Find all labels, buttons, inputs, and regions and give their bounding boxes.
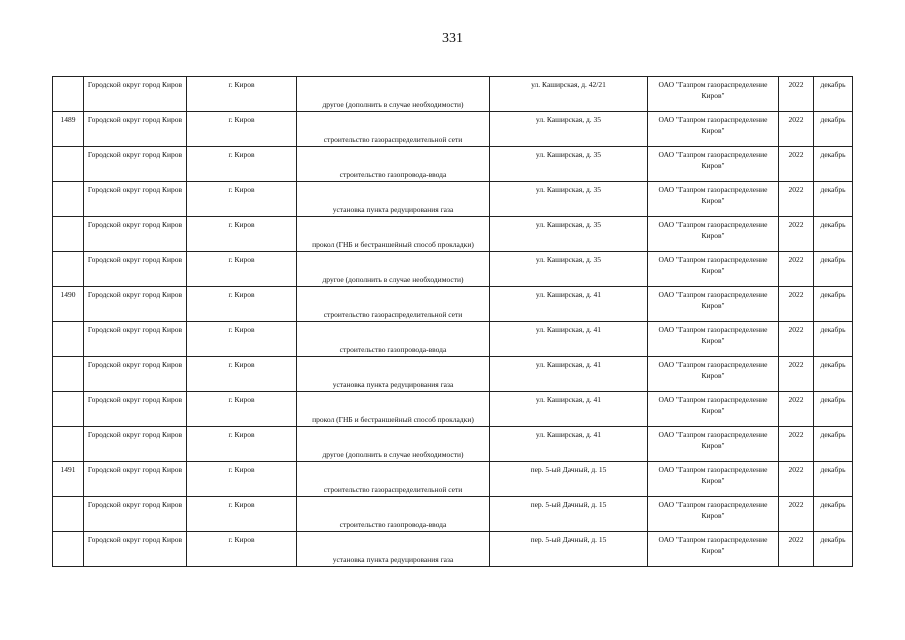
municipality-cell: Городской округ город Киров [84,217,187,252]
year-cell: 2022 [779,497,814,532]
municipality-cell: Городской округ город Киров [84,357,187,392]
city-cell: г. Киров [187,147,297,182]
address-cell: пер. 5-ый Дачный, д. 15 [490,497,648,532]
work-type-cell: строительство газораспределительной сети [297,462,490,497]
municipality-cell: Городской округ город Киров [84,287,187,322]
year-cell: 2022 [779,77,814,112]
municipality-cell: Городской округ город Киров [84,252,187,287]
page-number: 331 [442,31,463,46]
work-type-cell: другое (дополнить в случае необходимости) [297,252,490,287]
row-number-cell: 1489 [53,112,84,147]
work-type-cell: прокол (ГНБ и бестраншейный способ прокладки) [297,392,490,427]
work-type-cell: установка пункта редуцирования газа [297,182,490,217]
city-cell: г. Киров [187,392,297,427]
organization-cell: ОАО "Газпром газораспределение Киров" [648,532,779,567]
table-row [53,147,853,182]
work-type-cell: прокол (ГНБ и бестраншейный способ прокладки) [297,217,490,252]
municipality-cell: Городской округ город Киров [84,392,187,427]
address-cell: ул. Каширская, д. 42/21 [490,77,648,112]
year-cell: 2022 [779,322,814,357]
month-cell: декабрь [814,497,853,532]
address-cell: ул. Каширская, д. 41 [490,357,648,392]
address-cell: ул. Каширская, д. 41 [490,392,648,427]
municipality-cell: Городской округ город Киров [84,497,187,532]
work-type-cell: другое (дополнить в случае необходимости) [297,427,490,462]
gasification-table [52,76,853,567]
municipality-cell: Городской округ город Киров [84,427,187,462]
table-row [53,497,853,532]
year-cell: 2022 [779,532,814,567]
month-cell: декабрь [814,462,853,497]
city-cell: г. Киров [187,112,297,147]
month-cell: декабрь [814,427,853,462]
organization-cell: ОАО "Газпром газораспределение Киров" [648,462,779,497]
address-cell: ул. Каширская, д. 41 [490,287,648,322]
city-cell: г. Киров [187,182,297,217]
year-cell: 2022 [779,357,814,392]
month-cell: декабрь [814,357,853,392]
table-row [53,532,853,567]
organization-cell: ОАО "Газпром газораспределение Киров" [648,77,779,112]
month-cell: декабрь [814,392,853,427]
month-cell: декабрь [814,112,853,147]
municipality-cell: Городской округ город Киров [84,462,187,497]
organization-cell: ОАО "Газпром газораспределение Киров" [648,427,779,462]
table-row [53,322,853,357]
work-type-cell: строительство газопровода-ввода [297,322,490,357]
table-row [53,182,853,217]
work-type-cell: установка пункта редуцирования газа [297,357,490,392]
year-cell: 2022 [779,392,814,427]
row-number-cell [53,357,84,392]
address-cell: ул. Каширская, д. 35 [490,112,648,147]
organization-cell: ОАО "Газпром газораспределение Киров" [648,147,779,182]
work-type-cell: установка пункта редуцирования газа [297,532,490,567]
table-row [53,392,853,427]
city-cell: г. Киров [187,497,297,532]
organization-cell: ОАО "Газпром газораспределение Киров" [648,182,779,217]
city-cell: г. Киров [187,217,297,252]
city-cell: г. Киров [187,287,297,322]
work-type-cell: строительство газораспределительной сети [297,112,490,147]
table-row [53,462,853,497]
organization-cell: ОАО "Газпром газораспределение Киров" [648,392,779,427]
table-body [53,77,853,567]
city-cell: г. Киров [187,252,297,287]
year-cell: 2022 [779,182,814,217]
organization-cell: ОАО "Газпром газораспределение Киров" [648,252,779,287]
city-cell: г. Киров [187,322,297,357]
table-row [53,357,853,392]
row-number-cell [53,77,84,112]
row-number-cell [53,182,84,217]
city-cell: г. Киров [187,427,297,462]
row-number-cell [53,322,84,357]
organization-cell: ОАО "Газпром газораспределение Киров" [648,322,779,357]
organization-cell: ОАО "Газпром газораспределение Киров" [648,287,779,322]
row-number-cell [53,147,84,182]
row-number-cell [53,497,84,532]
month-cell: декабрь [814,77,853,112]
work-type-cell: строительство газораспределительной сети [297,287,490,322]
city-cell: г. Киров [187,462,297,497]
address-cell: ул. Каширская, д. 35 [490,252,648,287]
work-type-cell: строительство газопровода-ввода [297,147,490,182]
month-cell: декабрь [814,182,853,217]
year-cell: 2022 [779,217,814,252]
address-cell: ул. Каширская, д. 41 [490,427,648,462]
year-cell: 2022 [779,462,814,497]
year-cell: 2022 [779,112,814,147]
city-cell: г. Киров [187,77,297,112]
month-cell: декабрь [814,147,853,182]
organization-cell: ОАО "Газпром газораспределение Киров" [648,357,779,392]
organization-cell: ОАО "Газпром газораспределение Киров" [648,112,779,147]
year-cell: 2022 [779,147,814,182]
work-type-cell: строительство газопровода-ввода [297,497,490,532]
table-row [53,287,853,322]
organization-cell: ОАО "Газпром газораспределение Киров" [648,497,779,532]
row-number-cell: 1491 [53,462,84,497]
address-cell: пер. 5-ый Дачный, д. 15 [490,532,648,567]
city-cell: г. Киров [187,357,297,392]
municipality-cell: Городской округ город Киров [84,182,187,217]
address-cell: ул. Каширская, д. 35 [490,182,648,217]
address-cell: ул. Каширская, д. 41 [490,322,648,357]
year-cell: 2022 [779,427,814,462]
city-cell: г. Киров [187,532,297,567]
municipality-cell: Городской округ город Киров [84,112,187,147]
month-cell: декабрь [814,322,853,357]
table-row [53,77,853,112]
row-number-cell [53,217,84,252]
organization-cell: ОАО "Газпром газораспределение Киров" [648,217,779,252]
row-number-cell [53,532,84,567]
row-number-cell [53,427,84,462]
table-row [53,217,853,252]
year-cell: 2022 [779,252,814,287]
address-cell: пер. 5-ый Дачный, д. 15 [490,462,648,497]
municipality-cell: Городской округ город Киров [84,147,187,182]
month-cell: декабрь [814,217,853,252]
table-row [53,427,853,462]
municipality-cell: Городской округ город Киров [84,322,187,357]
table-row [53,112,853,147]
row-number-cell [53,392,84,427]
month-cell: декабрь [814,532,853,567]
work-type-cell: другое (дополнить в случае необходимости) [297,77,490,112]
month-cell: декабрь [814,287,853,322]
address-cell: ул. Каширская, д. 35 [490,147,648,182]
row-number-cell [53,252,84,287]
municipality-cell: Городской округ город Киров [84,77,187,112]
table-row [53,252,853,287]
address-cell: ул. Каширская, д. 35 [490,217,648,252]
month-cell: декабрь [814,252,853,287]
municipality-cell: Городской округ город Киров [84,532,187,567]
row-number-cell: 1490 [53,287,84,322]
year-cell: 2022 [779,287,814,322]
